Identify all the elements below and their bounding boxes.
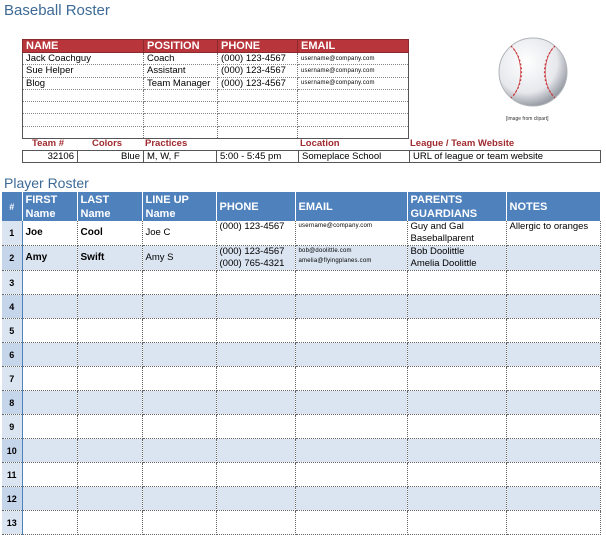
phone-cell[interactable] xyxy=(216,511,295,535)
lineup-name-cell[interactable] xyxy=(142,463,216,487)
email-cell[interactable] xyxy=(295,463,407,487)
player-roster-title: Player Roster xyxy=(4,175,89,191)
notes-cell[interactable] xyxy=(506,463,600,487)
team-colors-cell[interactable]: Blue xyxy=(78,151,144,163)
roster-header-row xyxy=(2,192,600,221)
first-name-cell[interactable] xyxy=(22,343,77,367)
roster-header-parents-line2: GUARDIANS xyxy=(410,208,478,220)
last-name-cell[interactable] xyxy=(77,319,142,343)
parents-cell-line2: Amelia Doolittle xyxy=(410,258,477,269)
staff-header-email: EMAIL xyxy=(298,40,409,53)
staff-email-cell[interactable] xyxy=(298,89,409,101)
player-roster-table xyxy=(2,192,601,535)
team-number-label: Team # xyxy=(32,138,65,149)
lineup-name-cell[interactable] xyxy=(142,439,216,463)
staff-position-cell[interactable] xyxy=(144,126,218,138)
staff-row xyxy=(23,77,409,89)
phone-cell[interactable] xyxy=(216,439,295,463)
player-number-cell: 3 xyxy=(2,271,22,295)
player-number-cell: 7 xyxy=(2,367,22,391)
roster-header-lineup-line2: Name xyxy=(145,208,176,220)
roster-row xyxy=(2,367,600,391)
parents-cell[interactable] xyxy=(407,391,506,415)
image-caption: [image from clipart] xyxy=(506,116,549,122)
email-cell[interactable] xyxy=(295,271,407,295)
parents-cell-line1: Guy and Gal xyxy=(410,221,464,232)
player-number-cell: 8 xyxy=(2,391,22,415)
staff-position-cell[interactable] xyxy=(144,114,218,126)
email-cell[interactable] xyxy=(295,487,407,511)
staff-name-cell[interactable]: Blog xyxy=(23,77,144,89)
notes-cell[interactable] xyxy=(506,415,600,439)
notes-cell[interactable] xyxy=(506,319,600,343)
lineup-name-cell[interactable] xyxy=(142,511,216,535)
phone-cell[interactable] xyxy=(216,391,295,415)
baseball-image xyxy=(497,36,569,108)
staff-email-cell[interactable] xyxy=(298,114,409,126)
parents-cell[interactable] xyxy=(407,221,506,246)
staff-table xyxy=(22,39,409,139)
staff-row xyxy=(23,114,409,126)
notes-cell[interactable] xyxy=(506,487,600,511)
staff-row xyxy=(23,102,409,114)
page-title: Baseball Roster xyxy=(4,2,110,19)
staff-name-cell[interactable] xyxy=(23,102,144,114)
team-info-labels xyxy=(22,138,600,149)
roster-row xyxy=(2,221,600,246)
parents-cell[interactable] xyxy=(407,439,506,463)
first-name-cell[interactable] xyxy=(22,367,77,391)
first-name-cell[interactable] xyxy=(22,463,77,487)
notes-cell[interactable] xyxy=(506,343,600,367)
lineup-name-cell[interactable] xyxy=(142,271,216,295)
parents-cell[interactable] xyxy=(407,415,506,439)
parents-cell[interactable] xyxy=(407,343,506,367)
lineup-name-cell[interactable] xyxy=(142,415,216,439)
first-name-cell[interactable] xyxy=(22,391,77,415)
first-name-cell[interactable] xyxy=(22,487,77,511)
staff-phone-cell[interactable] xyxy=(218,114,298,126)
staff-name-cell[interactable]: Jack Coachguy xyxy=(23,53,144,65)
player-number-cell: 12 xyxy=(2,487,22,511)
roster-header-number: # xyxy=(2,192,22,221)
parents-cell-line2: Baseballparent xyxy=(410,233,474,244)
roster-row xyxy=(2,343,600,367)
staff-position-cell[interactable]: Coach xyxy=(144,53,218,65)
last-name-cell[interactable]: Swift xyxy=(77,246,142,271)
staff-email-cell[interactable]: username@company.com xyxy=(298,65,409,77)
email-cell[interactable] xyxy=(295,343,407,367)
staff-phone-cell[interactable] xyxy=(218,126,298,138)
roster-row xyxy=(2,319,600,343)
email-cell[interactable] xyxy=(295,511,407,535)
staff-row xyxy=(23,89,409,101)
roster-header-first-line1: FIRST xyxy=(25,194,58,206)
roster-header-last-line1: LAST xyxy=(80,194,110,206)
email-cell-line1: username@company.com xyxy=(298,223,373,229)
roster-row xyxy=(2,295,600,319)
first-name-cell[interactable] xyxy=(22,319,77,343)
last-name-cell[interactable] xyxy=(77,367,142,391)
staff-name-cell[interactable] xyxy=(23,89,144,101)
first-name-cell[interactable] xyxy=(22,415,77,439)
roster-row xyxy=(2,439,600,463)
last-name-cell[interactable]: Cool xyxy=(77,221,142,246)
phone-cell-line1: (000) 123-4567 xyxy=(219,246,285,257)
parents-cell[interactable] xyxy=(407,246,506,271)
first-name-cell[interactable] xyxy=(22,295,77,319)
roster-row xyxy=(2,246,600,271)
roster-row xyxy=(2,511,600,535)
location-label: Location xyxy=(300,138,340,149)
notes-cell[interactable] xyxy=(506,271,600,295)
roster-header-lineup-line1: LINE UP xyxy=(145,194,189,206)
phone-cell[interactable] xyxy=(216,295,295,319)
baseball-icon xyxy=(497,36,569,108)
roster-header-notes: NOTES xyxy=(506,192,600,221)
notes-cell[interactable] xyxy=(506,391,600,415)
player-number-cell: 2 xyxy=(2,246,22,271)
roster-header-first-line2: Name xyxy=(25,208,56,220)
email-cell-line1: bob@doolittle.com xyxy=(298,248,352,254)
phone-cell-line1: (000) 123-4567 xyxy=(219,221,285,232)
first-name-cell[interactable] xyxy=(22,271,77,295)
lineup-name-cell[interactable] xyxy=(142,295,216,319)
phone-cell[interactable] xyxy=(216,343,295,367)
practices-label: Practices xyxy=(145,138,188,149)
last-name-cell[interactable] xyxy=(77,415,142,439)
last-name-cell[interactable] xyxy=(77,511,142,535)
notes-cell[interactable] xyxy=(506,511,600,535)
notes-cell[interactable] xyxy=(506,295,600,319)
staff-name-cell[interactable] xyxy=(23,114,144,126)
parents-cell-line1: Bob Doolittle xyxy=(410,246,465,257)
staff-position-cell[interactable]: Assistant xyxy=(144,65,218,77)
first-name-cell[interactable] xyxy=(22,511,77,535)
staff-row xyxy=(23,65,409,77)
league-cell[interactable]: URL of league or team website xyxy=(410,151,601,163)
lineup-name-cell[interactable]: Amy S xyxy=(142,246,216,271)
phone-cell[interactable] xyxy=(216,221,295,246)
first-name-cell[interactable]: Joe xyxy=(22,221,77,246)
email-cell[interactable] xyxy=(295,319,407,343)
email-cell-line2: amelia@flyingplanes.com xyxy=(298,258,372,264)
location-cell[interactable]: Someplace School xyxy=(299,151,410,163)
parents-cell[interactable] xyxy=(407,463,506,487)
parents-cell[interactable] xyxy=(407,367,506,391)
last-name-cell[interactable] xyxy=(77,487,142,511)
email-cell[interactable] xyxy=(295,391,407,415)
staff-phone-cell[interactable]: (000) 123-4567 xyxy=(218,65,298,77)
roster-header-parents-line1: PARENTS xyxy=(410,194,463,206)
lineup-name-cell[interactable] xyxy=(142,487,216,511)
staff-email-cell[interactable] xyxy=(298,102,409,114)
email-cell[interactable] xyxy=(295,295,407,319)
email-cell[interactable] xyxy=(295,439,407,463)
team-info-row xyxy=(23,151,601,163)
last-name-cell[interactable] xyxy=(77,343,142,367)
staff-phone-cell[interactable] xyxy=(218,102,298,114)
roster-header-last xyxy=(77,192,142,221)
parents-cell[interactable] xyxy=(407,295,506,319)
email-cell[interactable] xyxy=(295,246,407,271)
roster-row xyxy=(2,487,600,511)
roster-header-email: EMAIL xyxy=(295,192,407,221)
parents-cell[interactable] xyxy=(407,319,506,343)
phone-cell[interactable] xyxy=(216,487,295,511)
last-name-cell[interactable] xyxy=(77,463,142,487)
staff-phone-cell[interactable]: (000) 123-4567 xyxy=(218,77,298,89)
staff-position-cell[interactable] xyxy=(144,89,218,101)
staff-header-row xyxy=(23,40,409,53)
staff-email-cell[interactable]: username@company.com xyxy=(298,77,409,89)
team-info-table xyxy=(22,150,601,163)
staff-name-cell[interactable] xyxy=(23,126,144,138)
staff-header-phone: PHONE xyxy=(218,40,298,53)
notes-cell[interactable] xyxy=(506,246,600,271)
lineup-name-cell[interactable]: Joe C xyxy=(142,221,216,246)
parents-cell[interactable] xyxy=(407,511,506,535)
practice-time-cell[interactable]: 5:00 - 5:45 pm xyxy=(217,151,299,163)
staff-phone-cell[interactable] xyxy=(218,89,298,101)
roster-header-lineup xyxy=(142,192,216,221)
email-cell[interactable] xyxy=(295,415,407,439)
notes-cell[interactable] xyxy=(506,367,600,391)
roster-header-last-line2: Name xyxy=(80,208,111,220)
first-name-cell[interactable]: Amy xyxy=(22,246,77,271)
lineup-name-cell[interactable] xyxy=(142,391,216,415)
staff-position-cell[interactable]: Team Manager xyxy=(144,77,218,89)
phone-cell[interactable] xyxy=(216,271,295,295)
roster-row xyxy=(2,271,600,295)
roster-body xyxy=(2,221,600,535)
last-name-cell[interactable] xyxy=(77,391,142,415)
roster-row xyxy=(2,391,600,415)
lineup-name-cell[interactable] xyxy=(142,319,216,343)
phone-cell-line2: (000) 765-4321 xyxy=(219,258,285,269)
player-number-cell: 4 xyxy=(2,295,22,319)
staff-row xyxy=(23,53,409,65)
parents-cell[interactable] xyxy=(407,487,506,511)
phone-cell[interactable] xyxy=(216,319,295,343)
roster-row xyxy=(2,415,600,439)
player-number-cell: 6 xyxy=(2,343,22,367)
parents-cell[interactable] xyxy=(407,271,506,295)
roster-header-parents xyxy=(407,192,506,221)
player-number-cell: 1 xyxy=(2,221,22,246)
player-number-cell: 13 xyxy=(2,511,22,535)
staff-phone-cell[interactable]: (000) 123-4567 xyxy=(218,53,298,65)
phone-cell[interactable] xyxy=(216,367,295,391)
player-number-cell: 11 xyxy=(2,463,22,487)
phone-cell[interactable] xyxy=(216,415,295,439)
staff-email-cell[interactable]: username@company.com xyxy=(298,53,409,65)
email-cell[interactable] xyxy=(295,221,407,246)
roster-row xyxy=(2,463,600,487)
team-number-cell[interactable]: 32106 xyxy=(23,151,78,163)
last-name-cell[interactable] xyxy=(77,271,142,295)
staff-row xyxy=(23,126,409,138)
first-name-cell[interactable] xyxy=(22,439,77,463)
staff-name-cell[interactable]: Sue Helper xyxy=(23,65,144,77)
phone-cell[interactable] xyxy=(216,246,295,271)
staff-header-position: POSITION xyxy=(144,40,218,53)
player-number-cell: 9 xyxy=(2,415,22,439)
roster-header-first xyxy=(22,192,77,221)
league-label: League / Team Website xyxy=(410,138,515,149)
staff-header-name: NAME xyxy=(23,40,144,53)
notes-cell[interactable]: Allergic to oranges xyxy=(506,221,600,246)
player-number-cell: 5 xyxy=(2,319,22,343)
notes-cell[interactable] xyxy=(506,439,600,463)
last-name-cell[interactable] xyxy=(77,439,142,463)
email-cell[interactable] xyxy=(295,367,407,391)
staff-email-cell[interactable] xyxy=(298,126,409,138)
lineup-name-cell[interactable] xyxy=(142,343,216,367)
last-name-cell[interactable] xyxy=(77,295,142,319)
colors-label: Colors xyxy=(92,138,123,149)
lineup-name-cell[interactable] xyxy=(142,367,216,391)
staff-position-cell[interactable] xyxy=(144,102,218,114)
practice-days-cell[interactable]: M, W, F xyxy=(144,151,217,163)
roster-header-phone: PHONE xyxy=(216,192,295,221)
phone-cell[interactable] xyxy=(216,463,295,487)
player-number-cell: 10 xyxy=(2,439,22,463)
